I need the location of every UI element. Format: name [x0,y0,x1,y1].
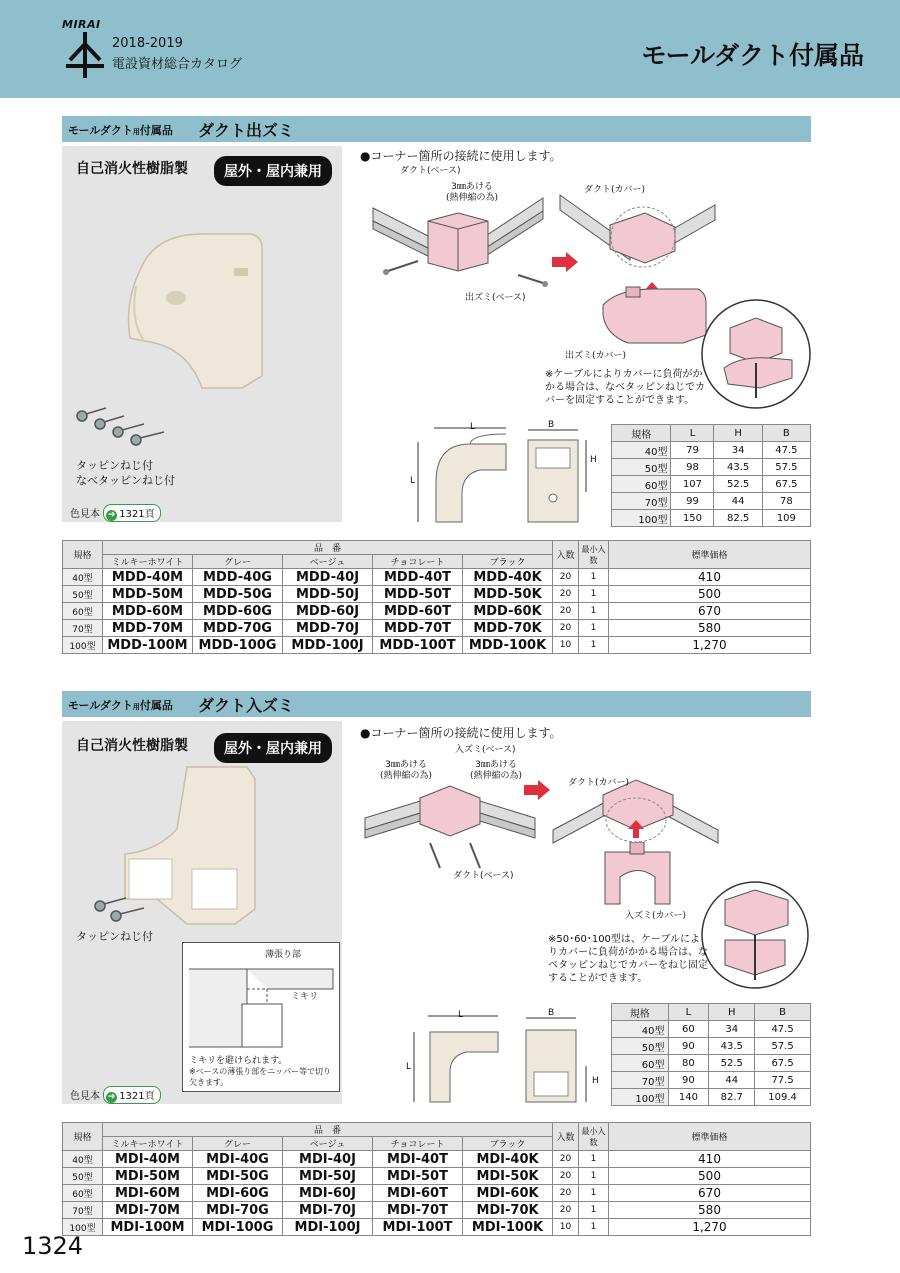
spec-cell: 67.5 [755,1055,811,1072]
spec-cell: 100型 [612,510,671,527]
spec-row [612,1021,811,1038]
cell-code: MDI-50G [193,1168,283,1185]
cell-min: 1 [579,637,609,654]
spec-cell: 52.5 [714,476,762,493]
cell-code: MDD-100K [463,637,553,654]
spec-row [612,1089,811,1106]
cell-price: 410 [609,1151,811,1168]
cell-price: 580 [609,620,811,637]
spec-table [611,424,811,527]
cell-code: MDI-40G [193,1151,283,1168]
spec-cell: 44 [714,493,762,510]
spec-table [611,1003,811,1106]
cell-price: 1,270 [609,637,811,654]
spec-header: B [762,425,810,442]
dim-B: B [548,420,555,430]
cell-code: MDD-100J [283,637,373,654]
cell-price: 670 [609,1185,811,1202]
spec-cell: 47.5 [762,442,810,459]
cell-size: 60型 [63,603,103,620]
spec-cell: 44 [709,1072,755,1089]
spec-header: 規格 [612,425,671,442]
spec-cell: 109.4 [755,1089,811,1106]
cell-qty: 20 [553,586,579,603]
catalog-title: 電設資材総合カタログ [112,57,243,72]
label-gap-line2: (熱伸縮の為) [380,771,433,781]
cell-price: 580 [609,1202,811,1219]
spec-cell: 40型 [612,1021,669,1038]
spec-cell: 90 [668,1072,709,1089]
spec-cell: 43.5 [709,1038,755,1055]
cell-min: 1 [579,1168,609,1185]
cell-code: MDD-40T [373,569,463,586]
spec-row [612,510,811,527]
dim-H: H [592,1076,599,1086]
header-min-qty: 最小入数 [579,541,609,569]
label-gap-line2: (熱伸縮の為) [446,193,499,203]
dim-L-top: L [458,1010,464,1020]
arrow-right-icon: ➔ [107,1092,116,1102]
cell-code: MDD-60G [193,603,283,620]
table-row [63,1151,811,1168]
cell-size: 100型 [63,1219,103,1236]
dim-L-top: L [470,422,476,432]
spec-cell: 70型 [612,1072,669,1089]
cell-min: 1 [579,586,609,603]
spec-row [612,1038,811,1055]
color-ref-page: 1321頁 [119,509,155,520]
cell-price: 670 [609,603,811,620]
spec-cell: 77.5 [755,1072,811,1089]
spec-cell: 60型 [612,1055,669,1072]
cell-code: MDD-100G [193,637,283,654]
header-price: 標準価格 [609,1123,811,1151]
cell-min: 1 [579,1202,609,1219]
spec-row [612,459,811,476]
header-part-no: 品 番 [103,1123,553,1137]
spec-cell: 140 [668,1089,709,1106]
cell-price: 500 [609,1168,811,1185]
spec-cell: 109 [762,510,810,527]
logo-text: MIRAI [62,18,101,31]
cell-code: MDD-50J [283,586,373,603]
cell-min: 1 [579,1151,609,1168]
header-color: グレー [193,555,283,569]
spec-header: L [671,425,714,442]
label-part-base: 出ズミ(ベース) [465,293,526,303]
header-color: ブラック [463,1137,553,1151]
table-row [63,1185,811,1202]
screws-icon [90,896,150,926]
dim-L-side: L [406,1062,412,1072]
cell-qty: 20 [553,603,579,620]
spec-row [612,1055,811,1072]
color-ref-link[interactable] [103,1086,160,1104]
table-row [63,1168,811,1185]
dimension-drawing [410,422,590,527]
cell-code: MDD-40M [103,569,193,586]
header-size: 規格 [63,1123,103,1151]
cell-qty: 20 [553,1168,579,1185]
cell-size: 50型 [63,1168,103,1185]
cell-code: MDI-60K [463,1185,553,1202]
color-ref-page: 1321頁 [119,1091,155,1102]
section-bar-inner-corner [62,691,811,717]
header-color: ミルキーホワイト [103,555,193,569]
cell-code: MDI-50M [103,1168,193,1185]
header-color: ミルキーホワイト [103,1137,193,1151]
cell-code: MDD-50K [463,586,553,603]
spec-cell: 50型 [612,1038,669,1055]
spec-cell: 67.5 [762,476,810,493]
cell-qty: 20 [553,1151,579,1168]
spec-cell: 60 [668,1021,709,1038]
cell-code: MDI-40T [373,1151,463,1168]
spec-row [612,442,811,459]
cell-qty: 20 [553,1202,579,1219]
cell-code: MDD-60M [103,603,193,620]
outer-corner-cover-part [598,285,708,347]
spec-cell: 34 [709,1021,755,1038]
screw-note [76,458,175,488]
arrow-right-icon [524,780,550,800]
cell-code: MDI-40K [463,1151,553,1168]
outdoor-indoor-badge: 屋外・屋内兼用 [214,733,332,763]
spec-row [612,493,811,510]
section-category: モールダクト用付属品 [68,699,173,712]
spec-cell: 70型 [612,493,671,510]
inner-corner-cover-part [600,842,675,907]
cell-price: 410 [609,569,811,586]
cell-code: MDD-70M [103,620,193,637]
cell-code: MDD-60T [373,603,463,620]
dimension-drawing [408,1010,598,1105]
spec-header: H [709,1004,755,1021]
label-gap-line1: 3㎜あける [475,760,517,770]
cell-min: 1 [579,569,609,586]
dim-L-side: L [410,476,416,486]
cell-code: MDI-70T [373,1202,463,1219]
color-ref-label: 色見本 [70,1091,100,1102]
page-title: モールダクト付属品 [641,41,864,70]
spec-cell: 47.5 [755,1021,811,1038]
header-qty: 入数 [553,541,579,569]
cell-min: 1 [579,1185,609,1202]
header-color: ベージュ [283,555,373,569]
cell-code: MDI-50T [373,1168,463,1185]
cell-code: MDI-100T [373,1219,463,1236]
outdoor-indoor-badge: 屋外・屋内兼用 [214,156,332,186]
label-part-cover: 出ズミ(カバー) [565,351,627,361]
cell-code: MDD-70T [373,620,463,637]
cell-code: MDD-40J [283,569,373,586]
label-duct-cover: ダクト(カバー) [584,185,646,195]
spec-cell: 107 [671,476,714,493]
label-cut: ミキリ [291,992,319,1002]
table-row [63,1202,811,1219]
cell-code: MDD-70G [193,620,283,637]
header-color: グレー [193,1137,283,1151]
cell-code: MDI-40J [283,1151,373,1168]
cell-code: MDI-70G [193,1202,283,1219]
spec-cell: 98 [671,459,714,476]
label-duct-base: ダクト(ベース) [453,871,514,881]
cell-code: MDI-60M [103,1185,193,1202]
cell-code: MDD-60J [283,603,373,620]
color-reference [70,1086,161,1104]
spec-cell: 60型 [612,476,671,493]
cover-fix-note: ※ケーブルによりカバーに負荷がかかる場合は、なベタッピンねじでカバーを固定することができます。 [545,369,705,406]
cell-code: MDD-50G [193,586,283,603]
label-duct-cover: ダクト(カバー) [568,778,630,788]
cell-code: MDI-50J [283,1168,373,1185]
spec-header: B [755,1004,811,1021]
table-row [63,586,811,603]
spec-cell: 99 [671,493,714,510]
spec-header: 規格 [612,1004,669,1021]
cell-min: 1 [579,620,609,637]
cell-size: 40型 [63,569,103,586]
label-gap-line1: 3㎜あける [451,182,493,192]
spec-cell: 90 [668,1038,709,1055]
cell-code: MDD-100M [103,637,193,654]
material-label: 自己消火性樹脂製 [76,161,188,177]
cell-size: 50型 [63,586,103,603]
cell-code: MDD-70K [463,620,553,637]
table-row [63,637,811,654]
cell-code: MDI-100J [283,1219,373,1236]
cell-code: MDI-100K [463,1219,553,1236]
cell-code: MDD-40K [463,569,553,586]
label-gap [446,182,498,204]
detail-circle-diagram [700,298,812,410]
inset-cutout-box [182,942,340,1092]
cell-code: MDD-40G [193,569,283,586]
spec-header: H [714,425,762,442]
spec-cell: 79 [671,442,714,459]
color-ref-label: 色見本 [70,509,100,520]
detail-circle-diagram [700,880,810,990]
catalog-year: 2018-2019 [112,36,183,51]
cell-code: MDI-70M [103,1202,193,1219]
screw-note-line1: タッピンねじ付 [76,930,153,943]
spec-cell: 150 [671,510,714,527]
cell-qty: 10 [553,1219,579,1236]
cell-size: 70型 [63,1202,103,1219]
label-part-cover: 入ズミ(カバー) [625,911,687,921]
spec-cell: 43.5 [714,459,762,476]
screws-icon [72,404,182,449]
label-duct-base: ダクト(ベース) [400,166,461,176]
cell-price: 500 [609,586,811,603]
cell-code: MDI-60J [283,1185,373,1202]
cell-code: MDI-60G [193,1185,283,1202]
outer-corner-cover-diagram [555,185,720,285]
spec-header: L [668,1004,709,1021]
cell-code: MDD-100T [373,637,463,654]
header-min-qty: 最小入数 [579,1123,609,1151]
cell-code: MDI-70K [463,1202,553,1219]
cell-code: MDI-40M [103,1151,193,1168]
spec-cell: 82.7 [709,1089,755,1106]
cell-min: 1 [579,1219,609,1236]
cell-code: MDI-50K [463,1168,553,1185]
label-avoid-note: ※ベースの薄張り部をニッパー等で切り欠きます。 [189,1067,331,1087]
cell-code: MDI-100G [193,1219,283,1236]
dim-H: H [590,455,597,465]
header-size: 規格 [63,541,103,569]
label-gap-right [470,760,522,782]
spec-cell: 80 [668,1055,709,1072]
cell-qty: 20 [553,569,579,586]
cell-code: MDI-100M [103,1219,193,1236]
label-gap-line2: (熱伸縮の為) [470,771,523,781]
color-reference [70,504,161,522]
table-row [63,1219,811,1236]
spec-row [612,1072,811,1089]
spec-cell: 78 [762,493,810,510]
cell-size: 70型 [63,620,103,637]
screw-note-line1: タッピンねじ付 [76,459,153,472]
label-part-base: 入ズミ(ベース) [455,745,516,755]
cell-code: MDD-50T [373,586,463,603]
page-number: 1324 [22,1232,84,1260]
header-part-no: 品 番 [103,541,553,555]
header-color: チョコレート [373,1137,463,1151]
cell-code: MDI-70J [283,1202,373,1219]
spec-cell: 50型 [612,459,671,476]
spec-cell: 57.5 [762,459,810,476]
spec-cell: 82.5 [714,510,762,527]
cell-price: 1,270 [609,1219,811,1236]
arrow-up-icon [628,820,644,838]
label-thin-part: 薄張り部 [265,950,302,960]
cell-size: 100型 [63,637,103,654]
spec-cell: 52.5 [709,1055,755,1072]
header-color: ベージュ [283,1137,373,1151]
spec-cell: 34 [714,442,762,459]
header-color: ブラック [463,555,553,569]
product-panel [62,146,342,522]
spec-row [612,476,811,493]
usage-text: ●コーナー箇所の接続に使用します。 [360,149,562,163]
product-table [62,540,811,654]
cell-qty: 10 [553,637,579,654]
dim-B: B [548,1008,555,1018]
cell-code: MDI-60T [373,1185,463,1202]
screw-note-line2: なべタッピンねじ付 [76,474,175,487]
product-table [62,1122,811,1236]
spec-cell: 40型 [612,442,671,459]
table-row [63,569,811,586]
section-title: ダクト入ズミ [198,696,295,715]
cover-fix-note: ※50･60･100型は、ケーブルによりカバーに負荷がかかる場合は、なベタッピンねじでカバーをねじ固定することができます。 [548,934,708,984]
header-color: チョコレート [373,555,463,569]
usage-text: ●コーナー箇所の接続に使用します。 [360,726,562,740]
section-category: モールダクト用付属品 [68,124,173,137]
table-row [63,620,811,637]
cell-min: 1 [579,603,609,620]
cell-code: MDD-60K [463,603,553,620]
label-gap-left [380,760,432,782]
section-bar-outer-corner [62,116,811,142]
section-title: ダクト出ズミ [198,121,295,140]
spec-cell: 57.5 [755,1038,811,1055]
color-ref-link[interactable] [103,504,160,522]
cell-qty: 20 [553,620,579,637]
header-price: 標準価格 [609,541,811,569]
outer-corner-product-image [122,226,272,391]
cell-qty: 20 [553,1185,579,1202]
cell-code: MDD-70J [283,620,373,637]
label-avoid: ミキリを避けられます。 [189,1056,288,1066]
spec-cell: 100型 [612,1089,669,1106]
material-label: 自己消火性樹脂製 [76,738,188,754]
cell-size: 40型 [63,1151,103,1168]
cell-code: MDD-50M [103,586,193,603]
cell-size: 60型 [63,1185,103,1202]
label-gap-line1: 3㎜あける [385,760,427,770]
header-qty: 入数 [553,1123,579,1151]
table-row [63,603,811,620]
inner-corner-base-diagram [360,778,540,878]
arrow-right-icon: ➔ [107,510,116,520]
